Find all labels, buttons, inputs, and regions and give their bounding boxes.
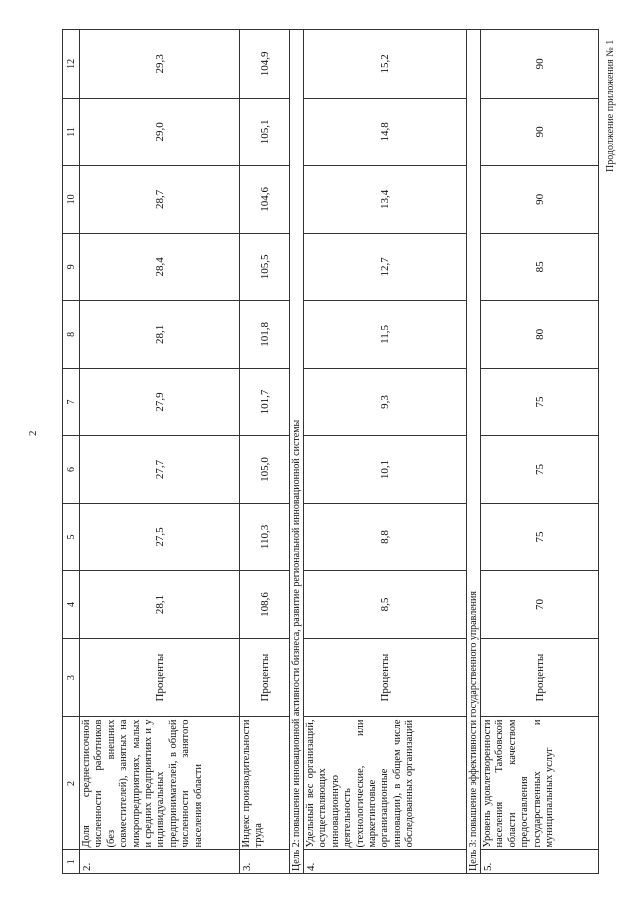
value-cell: 28,1 [80,301,240,369]
indicator-row [240,30,290,874]
indicator-row [304,30,467,874]
row-number: 3. [240,850,290,874]
row-number: 4. [304,850,467,874]
value-cell: 11,5 [304,301,467,369]
column-header: 4 [63,571,80,639]
value-cell: 104,9 [240,30,290,99]
column-header: 9 [63,233,80,301]
value-cell: 13,4 [304,166,467,234]
unit-cell: Проценты [304,638,467,717]
column-header: 12 [63,30,80,99]
indicator-name: Индекс производительности труда [240,717,290,850]
page-number: 2 [27,430,39,436]
column-header: 3 [63,638,80,717]
column-header: 2 [63,717,80,850]
unit-cell: Проценты [80,638,240,717]
value-cell: 101,8 [240,301,290,369]
value-cell: 27,9 [80,368,240,436]
column-header: 7 [63,368,80,436]
unit-cell: Проценты [240,638,290,717]
value-cell: 29,0 [80,98,240,166]
value-cell: 8,5 [304,571,467,639]
value-cell: 28,4 [80,233,240,301]
value-cell: 75 [481,503,599,571]
value-cell: 75 [481,436,599,504]
column-header: 1 [63,850,80,874]
table-body [63,30,599,874]
value-cell: 110,3 [240,503,290,571]
value-cell: 105,0 [240,436,290,504]
value-cell: 14,8 [304,98,467,166]
column-header: 11 [63,98,80,166]
value-cell: 10,1 [304,436,467,504]
value-cell: 80 [481,301,599,369]
row-number: 5. [481,850,599,874]
value-cell: 28,7 [80,166,240,234]
indicator-name: Уровень удовлетворенности населения Тамбовской области качеством предоставления государственных и муниципальных услуг [481,717,599,850]
continuation-label: Продолжение приложения № 1 [605,39,616,172]
indicator-row [80,30,240,874]
value-cell: 90 [481,98,599,166]
value-cell: 108,6 [240,571,290,639]
value-cell: 15,2 [304,30,467,99]
value-cell: 28,1 [80,571,240,639]
indicator-table [62,29,599,874]
indicator-row [481,30,599,874]
goal-text: Цель 2: повышение инновационной активности бизнеса, развитие региональной инновационной системы [290,30,304,874]
unit-cell: Проценты [481,638,599,717]
value-cell: 8,8 [304,503,467,571]
column-header: 10 [63,166,80,234]
header-row [63,30,80,874]
value-cell: 90 [481,166,599,234]
indicator-table-wrapper [62,29,596,874]
value-cell: 12,7 [304,233,467,301]
value-cell: 90 [481,30,599,99]
value-cell: 105,5 [240,233,290,301]
value-cell: 27,7 [80,436,240,504]
value-cell: 101,7 [240,368,290,436]
value-cell: 29,3 [80,30,240,99]
indicator-name: Удельный вес организаций, осуществляющих инновационную деятельность (технологические, или маркетинговые организационные инновации), в общем числе обследованных организаций [304,717,467,850]
column-header: 6 [63,436,80,504]
value-cell: 27,5 [80,503,240,571]
value-cell: 9,3 [304,368,467,436]
column-header: 5 [63,503,80,571]
value-cell: 104,6 [240,166,290,234]
indicator-name: Доля среднесписочной численности работников (без внешних совместителей), занятых на микропредприятиях, малых и средних предприятиях и у индивидуальных предпринимателей, в общей численности занятого населения области [80,717,240,850]
value-cell: 105,1 [240,98,290,166]
goal-row [290,30,304,874]
value-cell: 70 [481,571,599,639]
goal-text: Цель 3: повышение эффективности государственного управления [467,30,481,874]
row-number: 2. [80,850,240,874]
goal-row [467,30,481,874]
column-header: 8 [63,301,80,369]
value-cell: 75 [481,368,599,436]
value-cell: 85 [481,233,599,301]
